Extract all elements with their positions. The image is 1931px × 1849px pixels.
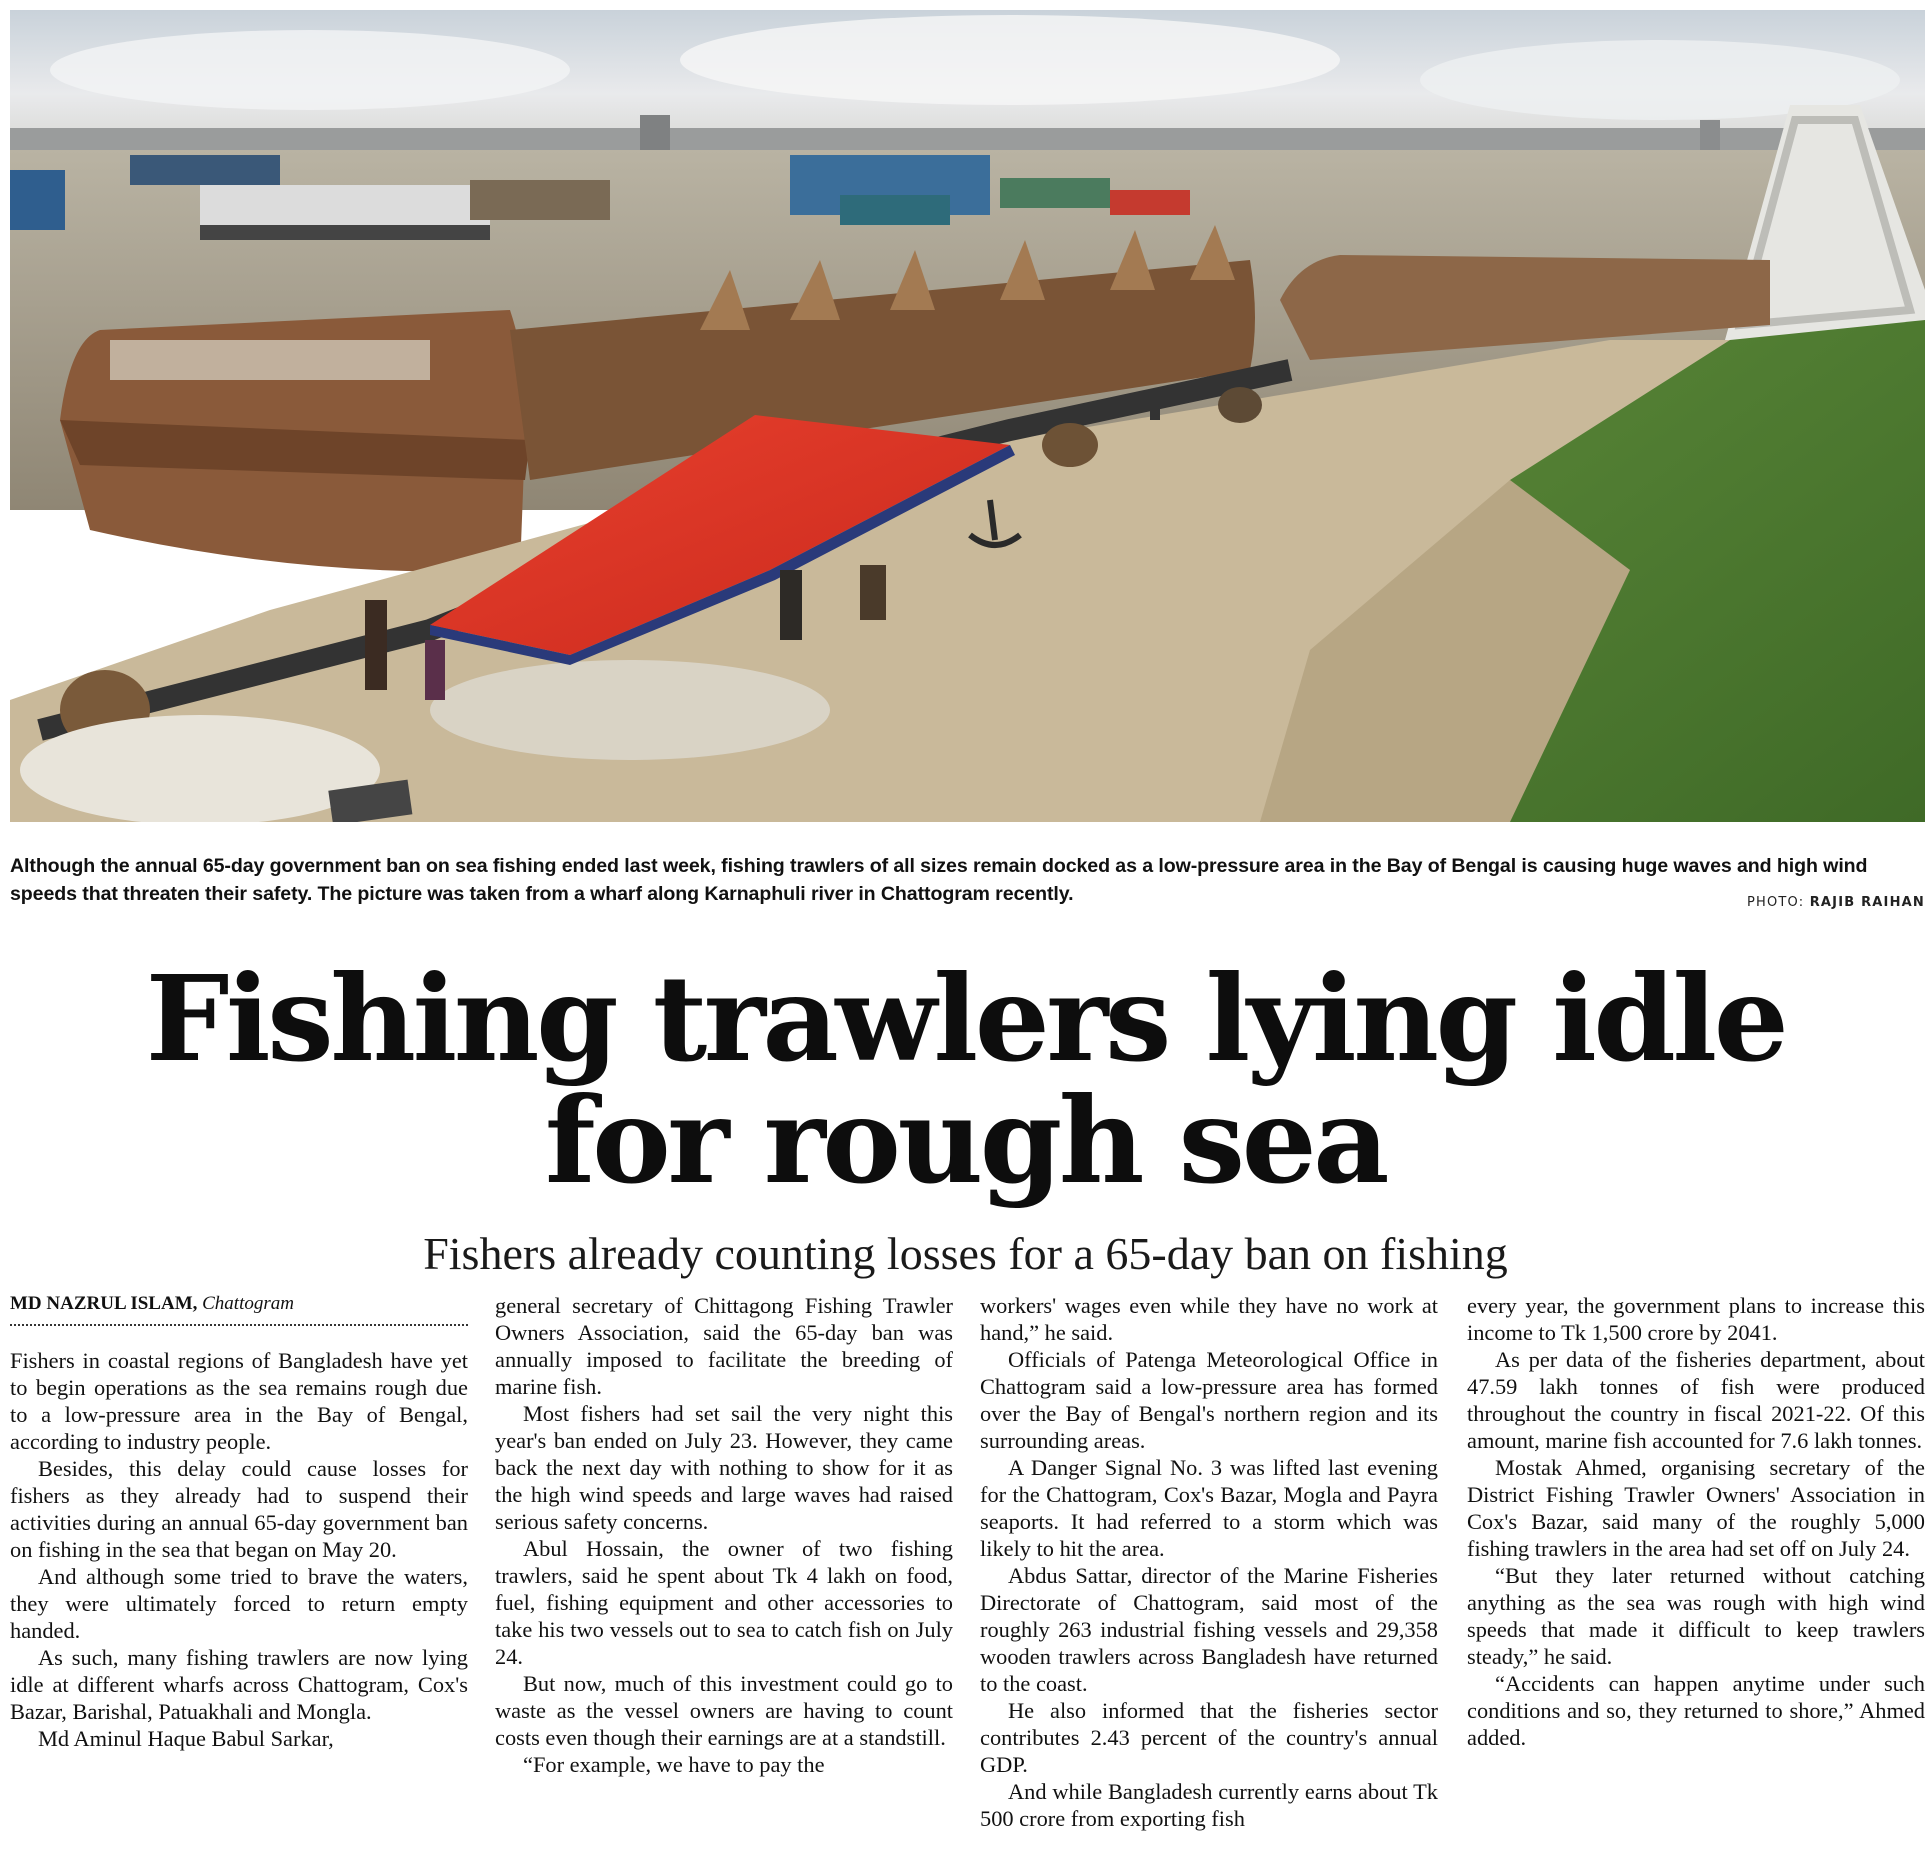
headline-line-1: Fishing trawlers lying idle [145,949,1786,1088]
paragraph: Abul Hossain, the owner of two fishing trawlers, said he spent about Tk 4 lakh on food, fuel, fishing equipment and other accessories to take his two vessels out to sea to catch fish on July 24. [495,1536,953,1669]
paragraph: Md Aminul Haque Babul Sarkar, [38,1726,334,1751]
paragraph: “Accidents can happen anytime under such conditions and so, they returned to shore,” Ahmed added. [1467,1671,1925,1750]
paragraph: workers' wages even while they have no work at hand,” he said. [980,1293,1438,1345]
paragraph: Besides, this delay could cause losses for fishers as they already had to suspend their activities during an annual 65-day government ban on fishing in the sea that began on May 20. [10,1456,468,1562]
byline [10,1292,468,1326]
paragraph: every year, the government plans to increase this income to Tk 1,500 crore by 2041. [1467,1293,1925,1345]
paragraph: “For example, we have to pay the [523,1752,825,1777]
paragraph: general secretary of Chittagong Fishing Trawler Owners Association, said the 65-day ban was annually imposed to facilitate the breeding of marine fish. [495,1293,953,1399]
article-column-2 [495,1292,953,1778]
photo-credit-name: RAJIB RAIHAN [1809,895,1925,910]
paragraph: But now, much of this investment could go to waste as the vessel owners are having to count costs even though their earnings are at a standstill. [495,1671,953,1750]
paragraph: He also informed that the fisheries sector contributes 2.43 percent of the country's annual GDP. [980,1698,1438,1777]
paragraph: A Danger Signal No. 3 was lifted last evening for the Chattogram, Cox's Bazar, Mogla and Payra seaports. It had referred to a storm which was likely to hit the area. [980,1455,1438,1561]
headline [0,949,1931,1210]
article-column-1 [10,1347,468,1752]
headline-line-2: for rough sea [544,1071,1387,1210]
subheadline: Fishers already counting losses for a 65-day ban on fishing [423,1228,1508,1279]
article-column-4 [1467,1292,1925,1751]
paragraph: Fishers in coastal regions of Bangladesh have yet to begin operations as the sea remains rough due to a low-pressure area in the Bay of Bengal, according to industry people. [10,1348,468,1454]
photo-credit [1747,895,1925,910]
paragraph: As per data of the fisheries department, about 47.59 lakh tonnes of fish were produced throughout the country in fiscal 2021-22. Of this amount, marine fish accounted for 7.6 lakh tonnes. [1467,1347,1925,1453]
paragraph: Mostak Ahmed, organising secretary of the District Fishing Trawler Owners' Association in Cox's Bazar, said many of the roughly 5,000 fishing trawlers in the area had set off on July 24. [1467,1455,1925,1561]
article-column-3 [980,1292,1438,1832]
paragraph: As such, many fishing trawlers are now lying idle at different wharfs across Chattogram, Cox's Bazar, Barishal, Patuakhali and Mongla. [10,1645,468,1724]
photo-credit-label: PHOTO: [1746,895,1805,910]
trawlers-wharf-photo [10,10,1925,822]
photo-caption: Although the annual 65-day government ban on sea fishing ended last week, fishing trawlers of all sizes remain docked as a low-pressure area in the Bay of Bengal is causing huge waves and high wind speeds that threaten their safety. The picture was taken from a wharf along Karnaphuli river in Chattogram recently. [10,855,1868,905]
byline-location: Chattogram [202,1293,294,1314]
paragraph: Abdus Sattar, director of the Marine Fisheries Directorate of Chattogram, said most of the roughly 263 industrial fishing vessels and 29,358 wooden trawlers across Bangladesh have returned to the coast. [980,1563,1438,1696]
paragraph: And while Bangladesh currently earns about Tk 500 crore from exporting fish [980,1779,1438,1831]
paragraph: Most fishers had set sail the very night this year's ban ended on July 23. However, they came back the next day with nothing to show for it as the high wind speeds and large waves had raised serious safety concerns. [495,1401,953,1534]
news-photo [10,10,1925,822]
byline-author: MD NAZRUL ISLAM, [10,1293,198,1314]
paragraph: “But they later returned without catching anything as the sea was rough with high wind speeds that made it difficult to keep trawlers steady,” he said. [1467,1563,1925,1669]
paragraph: And although some tried to brave the waters, they were ultimately forced to return empty handed. [10,1564,468,1643]
paragraph: Officials of Patenga Meteorological Office in Chattogram said a low-pressure area has formed over the Bay of Bengal's northern region and its surrounding areas. [980,1347,1438,1453]
